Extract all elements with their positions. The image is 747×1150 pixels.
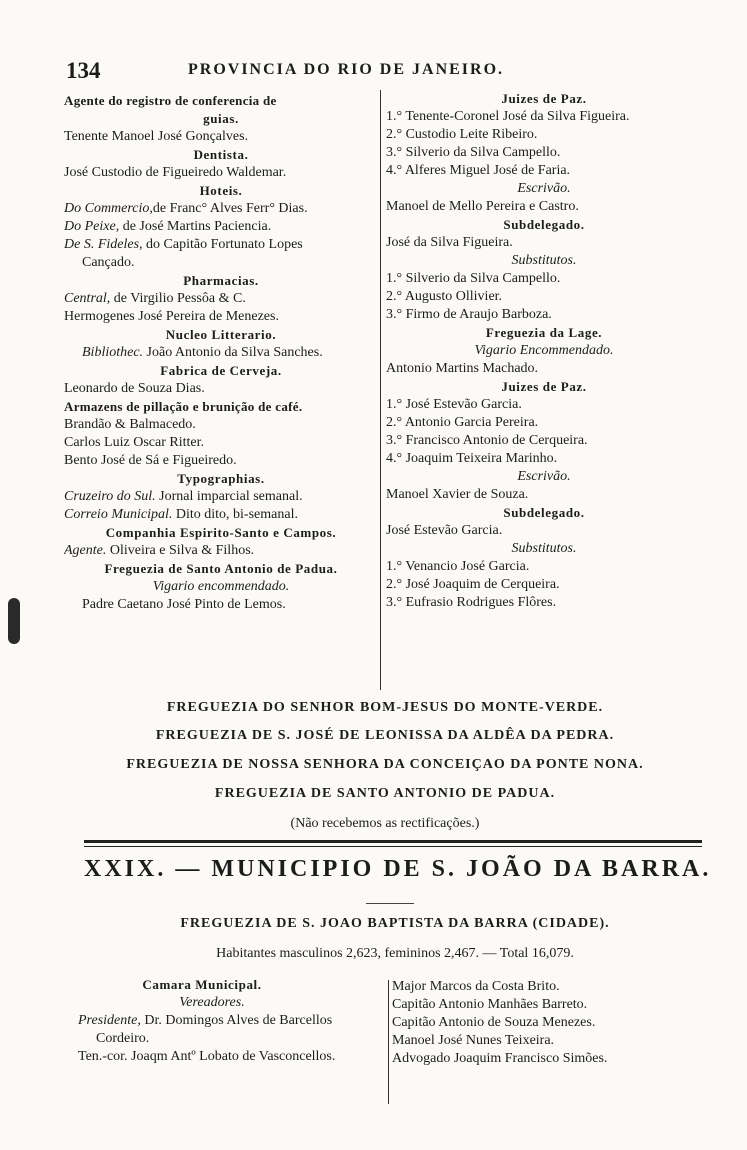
entry: Leonardo de Souza Dias. — [64, 381, 205, 396]
entry-label: Do Peixe, — [64, 219, 120, 234]
population-line: Habitantes masculinos 2,623, femininos 2,467. — Total 16,079. — [216, 946, 574, 961]
section-heading: Fabrica de Cerveja. — [160, 363, 282, 378]
entry: 2.° Custodio Leite Ribeiro. — [386, 127, 538, 142]
entry — [78, 1012, 386, 1030]
parish-heading: FREGUEZIA DO SENHOR BOM-JESUS DO MONTE-VERDE. — [166, 700, 604, 715]
section-heading: Subdelegado. — [503, 505, 585, 520]
entry-label: Bibliothec. — [82, 345, 144, 360]
entry: Antonio Martins Machado. — [386, 361, 539, 376]
entry: José da Silva Figueira. — [386, 235, 513, 250]
running-title: PROVINCIA DO RIO DE JANEIRO. — [188, 61, 505, 78]
entry — [64, 506, 378, 524]
subheading: Vereadores. — [179, 995, 245, 1010]
entry: José Custodio de Figueiredo Waldemar. — [64, 165, 287, 180]
entry: Ten.-cor. Joaqm Antº Lobato de Vasconcellos. — [78, 1049, 336, 1064]
entry — [64, 200, 378, 218]
entry-text: de Franc° Alves Ferr° Dias. — [152, 201, 308, 216]
entry-text: do Capitão Fortunato Lopes — [146, 237, 303, 252]
left-column — [64, 92, 378, 614]
subheading: Escrivão. — [517, 469, 571, 484]
entry: 1.° Tenente-Coronel José da Silva Figueira. — [386, 109, 630, 124]
entry-label: De S. Fideles, — [64, 237, 143, 252]
entry-label: Agente. — [64, 543, 107, 558]
entry — [64, 344, 378, 362]
entry: Manoel de Mello Pereira e Castro. — [386, 199, 579, 214]
parish-heading: FREGUEZIA DE SANTO ANTONIO DE PADUA. — [214, 786, 556, 801]
running-header — [66, 58, 696, 82]
section-heading: Nucleo Litterario. — [165, 327, 277, 342]
entry: 2.° Augusto Ollivier. — [386, 289, 503, 304]
section-heading: Freguezia da Lage. — [485, 325, 603, 340]
entry — [64, 236, 378, 254]
camara-left-column — [78, 976, 386, 1066]
double-rule-top — [84, 840, 702, 843]
section-heading-cont: guias. — [203, 111, 239, 126]
entry: Tenente Manoel José Gonçalves. — [64, 129, 249, 144]
entry: 4.° Alferes Miguel José de Faria. — [386, 163, 571, 178]
short-rule — [366, 903, 414, 904]
section-heading: Armazens de pillação e brunição de café. — [64, 399, 303, 414]
entry: 1.° Silverio da Silva Campello. — [386, 271, 561, 286]
parish-heading: FREGUEZIA DE NOSSA SENHORA DA CONCEIÇAO DA PONTE NONA. — [126, 757, 644, 772]
entry-label: Do Commercio, — [64, 201, 153, 216]
column-divider — [380, 90, 381, 690]
section-heading: Companhia Espirito-Santo e Campos. — [105, 525, 337, 540]
section-heading: Subdelegado. — [503, 217, 585, 232]
entry-label: Cruzeiro do Sul. — [64, 489, 156, 504]
entry-label: Correio Municipal. — [64, 507, 173, 522]
entry: Manoel Xavier de Souza. — [386, 487, 529, 502]
parish-heading: FREGUEZIA DE S. JOSÉ DE LEONISSA DA ALDÊA DA PEDRA. — [155, 728, 615, 743]
editorial-note: (Não recebemos as rectificações.) — [290, 816, 480, 831]
entry-text: Oliveira e Silva & Filhos. — [109, 543, 255, 558]
entry: 2.° Antonio Garcia Pereira. — [386, 415, 539, 430]
entry — [64, 218, 378, 236]
page-edge-blot — [8, 598, 20, 644]
entry-text: João Antonio da Silva Sanches. — [146, 345, 323, 360]
entry: 4.° Joaquim Teixeira Marinho. — [386, 451, 558, 466]
subheading: Vigario Encommendado. — [474, 343, 614, 358]
subheading: Substitutos. — [511, 541, 577, 556]
right-column — [386, 90, 702, 612]
section-heading: Agente do registro de conferencia de — [64, 93, 277, 108]
entry-cont: Cançado. — [82, 255, 135, 270]
section-heading: Freguezia de Santo Antonio de Padua. — [104, 561, 338, 576]
entry: Manoel José Nunes Teixeira. — [392, 1033, 555, 1048]
double-rule-bottom — [84, 846, 702, 847]
section-heading: Camara Municipal. — [142, 977, 262, 992]
entry: 3.° Eufrasio Rodrigues Flôres. — [386, 595, 557, 610]
section-heading: Juizes de Paz. — [501, 379, 587, 394]
entry: 2.° José Joaquim de Cerqueira. — [386, 577, 560, 592]
entry: 1.° Venancio José Garcia. — [386, 559, 530, 574]
entry: 3.° Francisco Antonio de Cerqueira. — [386, 433, 588, 448]
entry: Carlos Luiz Oscar Ritter. — [64, 435, 204, 450]
subheading: Vigario encommendado. — [152, 579, 290, 594]
camara-right-column — [392, 978, 702, 1068]
entry-text: de Virgilio Pessôa & C. — [113, 291, 246, 306]
section-heading: Hoteis. — [199, 183, 243, 198]
subheading: Substitutos. — [511, 253, 577, 268]
entry — [64, 542, 378, 560]
entry-cont: Cordeiro. — [96, 1031, 150, 1046]
entry — [64, 488, 378, 506]
entry: Major Marcos da Costa Brito. — [392, 979, 560, 994]
entry: Advogado Joaquim Francisco Simões. — [392, 1051, 608, 1066]
page-number: 134 — [66, 58, 101, 83]
entry: 3.° Firmo de Araujo Barboza. — [386, 307, 552, 322]
chapter-title: XXIX. — MUNICIPIO DE S. JOÃO DA BARRA. — [84, 856, 712, 882]
entry-text: Jornal imparcial semanal. — [159, 489, 303, 504]
column-divider — [388, 980, 389, 1104]
entry-label: Presidente, — [78, 1013, 141, 1028]
entry-text: Dito dito, bi-semanal. — [175, 507, 298, 522]
section-heading: Dentista. — [193, 147, 249, 162]
section-heading: Typographias. — [177, 471, 265, 486]
entry — [64, 290, 378, 308]
entry-text: Dr. Domingos Alves de Barcellos — [144, 1013, 333, 1028]
entry: Bento José de Sá e Figueiredo. — [64, 453, 237, 468]
entry: Padre Caetano José Pinto de Lemos. — [82, 597, 286, 612]
entry: 1.° José Estevão Garcia. — [386, 397, 522, 412]
entry: 3.° Silverio da Silva Campello. — [386, 145, 561, 160]
subheading: Escrivão. — [517, 181, 571, 196]
entry: Brandão & Balmacedo. — [64, 417, 196, 432]
section-heading: Juizes de Paz. — [501, 91, 587, 106]
section-heading: Pharmacias. — [183, 273, 259, 288]
entry: Hermogenes José Pereira de Menezes. — [64, 309, 279, 324]
parish-heading: FREGUEZIA DE S. JOAO BAPTISTA DA BARRA (CIDADE). — [180, 916, 610, 931]
entry-label: Central, — [64, 291, 111, 306]
entry: Capitão Antonio Manhães Barreto. — [392, 997, 588, 1012]
entry-text: de José Martins Paciencia. — [122, 219, 272, 234]
entry: José Estevão Garcia. — [386, 523, 503, 538]
entry: Capitão Antonio de Souza Menezes. — [392, 1015, 596, 1030]
